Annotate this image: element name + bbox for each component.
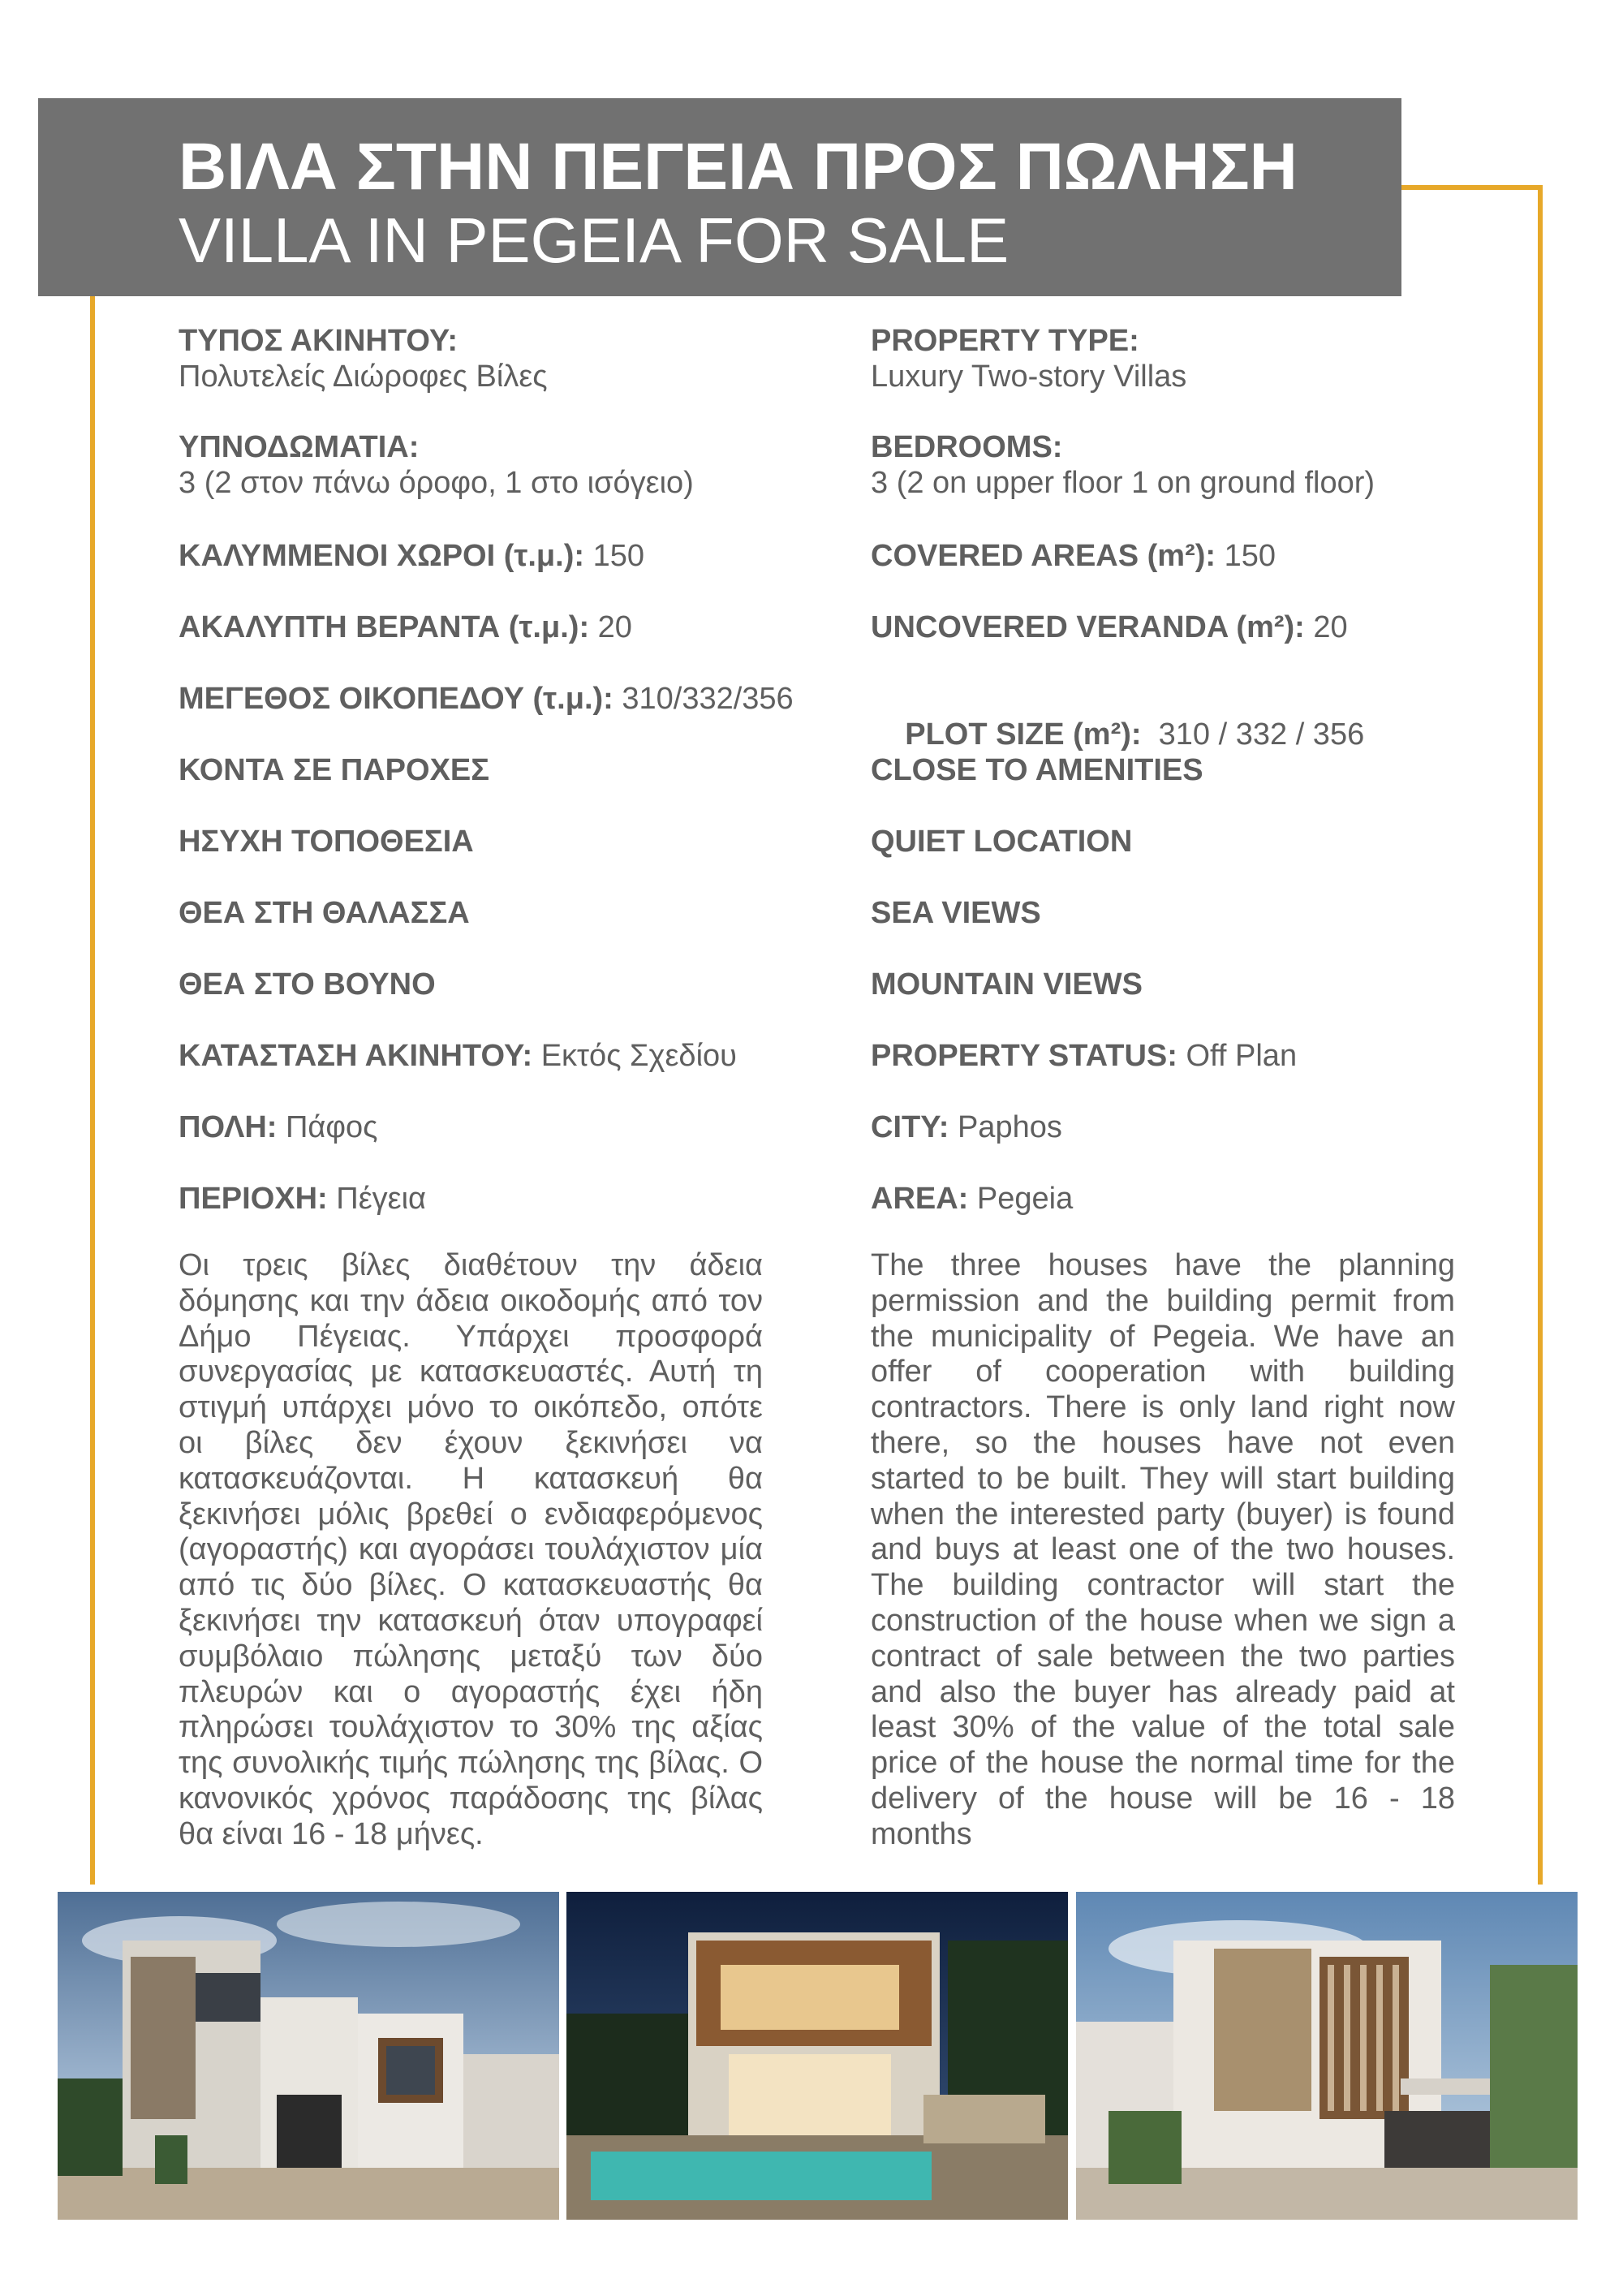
veranda-label: ΑΚΑΛΥΠΤΗ ΒΕΡΑΝΤΑ (τ.μ.): [179,610,590,644]
plot-size-field [179,681,795,717]
status-field [871,1038,1487,1074]
property-type-value: Luxury Two-story Villas [871,360,1187,394]
area-value: Πέγεια [327,1182,426,1216]
status-value: Εκτός Σχεδίου [532,1039,737,1073]
veranda-value: 20 [589,610,632,644]
frame-line-left [90,294,95,1885]
bedrooms-label: BEDROOMS: [871,430,1063,464]
amenities-feature: CLOSE TO AMENITIES [871,753,1203,787]
city-field [179,1109,377,1145]
status-label: PROPERTY STATUS: [871,1039,1177,1073]
quiet-location-feature: ΗΣΥΧΗ ΤΟΠΟΘΕΣΙΑ [179,825,474,859]
area-value: Pegeia [968,1182,1074,1216]
mountain-views-feature: ΘΕΑ ΣΤΟ ΒΟΥΝΟ [179,967,436,1002]
area-label: AREA: [871,1182,969,1216]
greek-description: Οι τρεις βίλες διαθέτουν την άδεια δόμησης και την άδεια οικοδομής από τον Δήμο Πέγειας. Υπάρχει προσφορά συνεργασίας με κατασκευαστές. Αυτή τη στιγμή υπάρχει μόνο το οικόπεδο, οπότε οι βίλες δεν έχουν ξεκινήσει να κατασκευάζονται. Η κατασκευή θα ξεκινήσει μόλις βρεθεί ο ενδιαφερόμενος (αγοραστής) και αγοράσει τουλάχιστον μία από τις δύο βίλες. Ο κατασκευαστής θα ξεκινήσει την κατασκευή όταν υπογραφεί συμβόλαιο πώλησης μεταξύ των δύο πλευρών και ο αγοραστής έχει ήδη πληρώσει τουλάχιστον το 30% της αξίας της συνολικής τιμής πώλησης της βίλας. Ο κανονικός χρόνος παράδοσης της βίλας θα είναι 16 - 18 μήνες. [179,1248,763,1851]
quiet-location-feature: QUIET LOCATION [871,825,1133,859]
villa-photo-3 [1076,1892,1578,2220]
bedrooms-label: ΥΠΝΟΔΩΜΑΤΙΑ: [179,430,420,464]
status-label: ΚΑΤΑΣΤΑΣΗ ΑΚΙΝΗΤΟΥ: [179,1039,533,1073]
city-label: CITY: [871,1110,949,1144]
city-value: Paphos [949,1110,1062,1144]
property-type-value: Πολυτελείς Διώροφες Βίλες [179,360,548,394]
bedrooms-value: 3 (2 στον πάνω όροφο, 1 στο ισόγειο) [179,466,694,500]
sea-views-feature: ΘΕΑ ΣΤΗ ΘΑΛΑΣΣΑ [179,896,470,930]
property-type-field [871,323,1455,394]
covered-areas-label: ΚΑΛΥΜΜΕΝΟΙ ΧΩΡΟΙ (τ.μ.): [179,539,585,573]
covered-areas-value: 150 [1216,539,1276,573]
covered-areas-value: 150 [584,539,644,573]
veranda-field [871,610,1487,645]
property-type-field [179,323,763,394]
status-value: Off Plan [1177,1039,1298,1073]
bedrooms-field [871,429,1487,501]
frame-line-top [1400,185,1543,190]
amenities-feature: ΚΟΝΤΑ ΣΕ ΠΑΡΟΧΕΣ [179,753,490,787]
villa-photo-2 [566,1892,1068,2220]
property-type-label: ΤΥΠΟΣ ΑΚΙΝΗΤΟΥ: [179,324,458,358]
title-banner [38,98,1401,296]
veranda-label: UNCOVERED VERANDA (m²): [871,610,1305,644]
covered-areas-field [871,538,1487,574]
english-description: The three houses have the planning permission and the building permit from the municipality of Pegeia. We have an offer of cooperation with building contractors. There is only land right now there, so the houses have not even started to be built. They will start building when the interested party (buyer) is found and buys at least one of the two houses. The building contractor will start the construction of the house when we sign a contract of sale between the two parties and also the buyer has already paid at least 30% of the value of the total sale price of the house the normal time for the delivery of the house will be 16 - 18 months [871,1248,1455,1851]
veranda-field [179,610,795,645]
area-field [871,1181,1073,1217]
area-label: ΠΕΡΙΟΧΗ: [179,1182,328,1216]
mountain-views-feature: MOUNTAIN VIEWS [871,967,1143,1002]
frame-line-right [1538,185,1543,1885]
villa-photo-1 [58,1892,559,2220]
plot-size-value: 310/332/356 [613,682,794,716]
covered-areas-field [179,538,795,574]
property-type-label: PROPERTY TYPE: [871,324,1139,358]
city-field [871,1109,1062,1145]
title-greek: ΒΙΛΑ ΣΤΗΝ ΠΕΓΕΙΑ ΠΡΟΣ ΠΩΛΗΣΗ [179,130,1298,204]
city-label: ΠΟΛΗ: [179,1110,278,1144]
city-value: Πάφος [277,1110,378,1144]
bedrooms-field [179,429,795,501]
sea-views-feature: SEA VIEWS [871,896,1041,930]
plot-size-label: PLOT SIZE (m²): [905,717,1142,752]
plot-size-label: ΜΕΓΕΘΟΣ ΟΙΚΟΠΕΔΟΥ (τ.μ.): [179,682,613,716]
area-field [179,1181,426,1217]
plot-size-value: 310 / 332 / 356 [1141,717,1365,752]
title-english: VILLA IN PEGEIA FOR SALE [179,205,1010,276]
covered-areas-label: COVERED AREAS (m²): [871,539,1216,573]
status-field [179,1038,795,1074]
bedrooms-value: 3 (2 on upper floor 1 on ground floor) [871,466,1375,500]
veranda-value: 20 [1304,610,1348,644]
